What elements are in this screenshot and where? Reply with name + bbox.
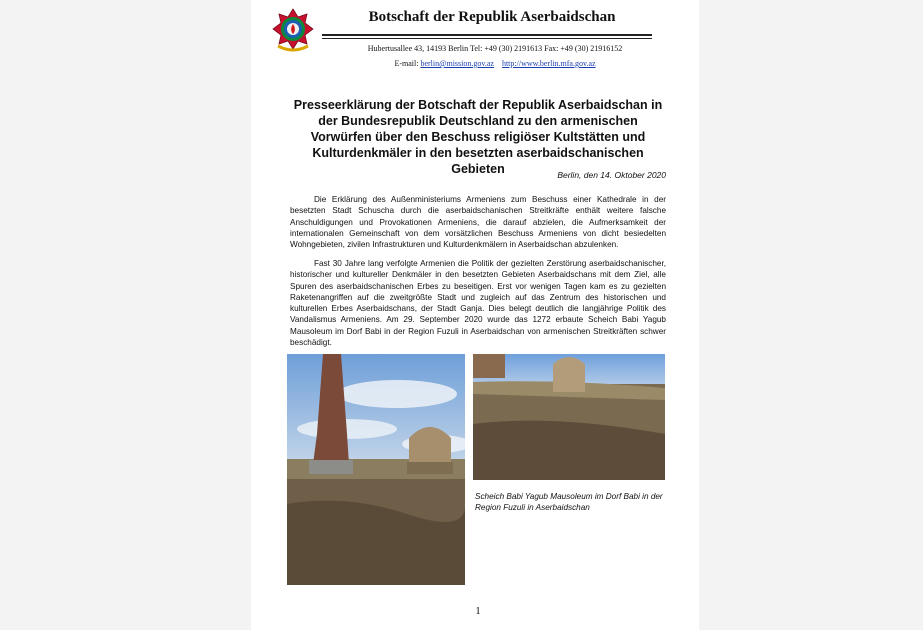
letterhead-contact: [330, 59, 660, 68]
letterhead-rule: [322, 34, 652, 36]
email-link[interactable]: berlin@mission.gov.az: [420, 59, 494, 68]
letterhead-title: Botschaft der Republik Aserbaidschan: [368, 9, 616, 25]
mausoleum-photo-right: [473, 354, 665, 480]
letterhead-rule-thin: [322, 38, 652, 39]
letterhead-address: Hubertusallee 43, 14193 Berlin Tel: +49 (30) 2191613 Fax: +49 (30) 21916152: [367, 44, 623, 53]
paragraph: Fast 30 Jahre lang verfolgte Armenien die Politik der gezielten Zerstörung aserbaidschanischer, historischer und kultureller Denkmäler in den besetzten Gebieten Aserbaidschans mit dem Ziel, alle Spuren des aserbaidschanischen Erbes zu beseitigen. Erst vor wenigen Tagen kam es zu gezielten Raketenangriffen auf die zweitgrößte Stadt und zugleich auf das Zentrum des historischen und kulturellen Erbes Aserbaidschans, der Stadt Ganja. Dies belegt deutlich die langjährige Politik des Vandalismus Armeniens. Am 29. September 2020 wurde das 1272 erbaute Scheich Babi Yagub Mausoleum im Dorf Babi in der Region Fuzuli in Aserbaidschan von armenischen Streitkräften schwer beschädigt.: [290, 259, 666, 348]
azerbaijan-emblem-icon: [272, 8, 314, 54]
mausoleum-photo-left: [287, 354, 465, 585]
document-date: Berlin, den 14. Oktober 2020: [557, 170, 666, 180]
document-title: Presseerklärung der Botschaft der Republik Aserbaidschan in der Bundesrepublik Deutschland zu den armenischen Vorwürfen über den Beschuss religiöser Kultstätten und Kulturdenkmäler in den besetzten aserbaidschanischen Gebieten: [293, 98, 663, 176]
website-link[interactable]: http://www.berlin.mfa.gov.az: [501, 59, 596, 68]
paragraph: Die Erklärung des Außenministeriums Armeniens zum Beschuss einer Kathedrale in der besetzten Stadt Schuscha durch die aserbaidschanischen Streitkräfte enthält weitere falsche Anschuldigungen und Provokationen Armeniens, die darauf abzielen, die Aufmerksamkeit der internationalen Gemeinschaft von dem vorsätzlichen Beschuss Armeniens von dicht besiedelten Wohngebieten, zivilen Infrastrukturen und Kulturdenkmälern in Aserbaidschan abzulenken.: [290, 195, 666, 250]
page-number: 1: [475, 605, 481, 617]
email-label: E-mail:: [394, 59, 419, 68]
photo-caption: Scheich Babi Yagub Mausoleum im Dorf Babi in der Region Fuzuli in Aserbaidschan: [475, 492, 663, 512]
